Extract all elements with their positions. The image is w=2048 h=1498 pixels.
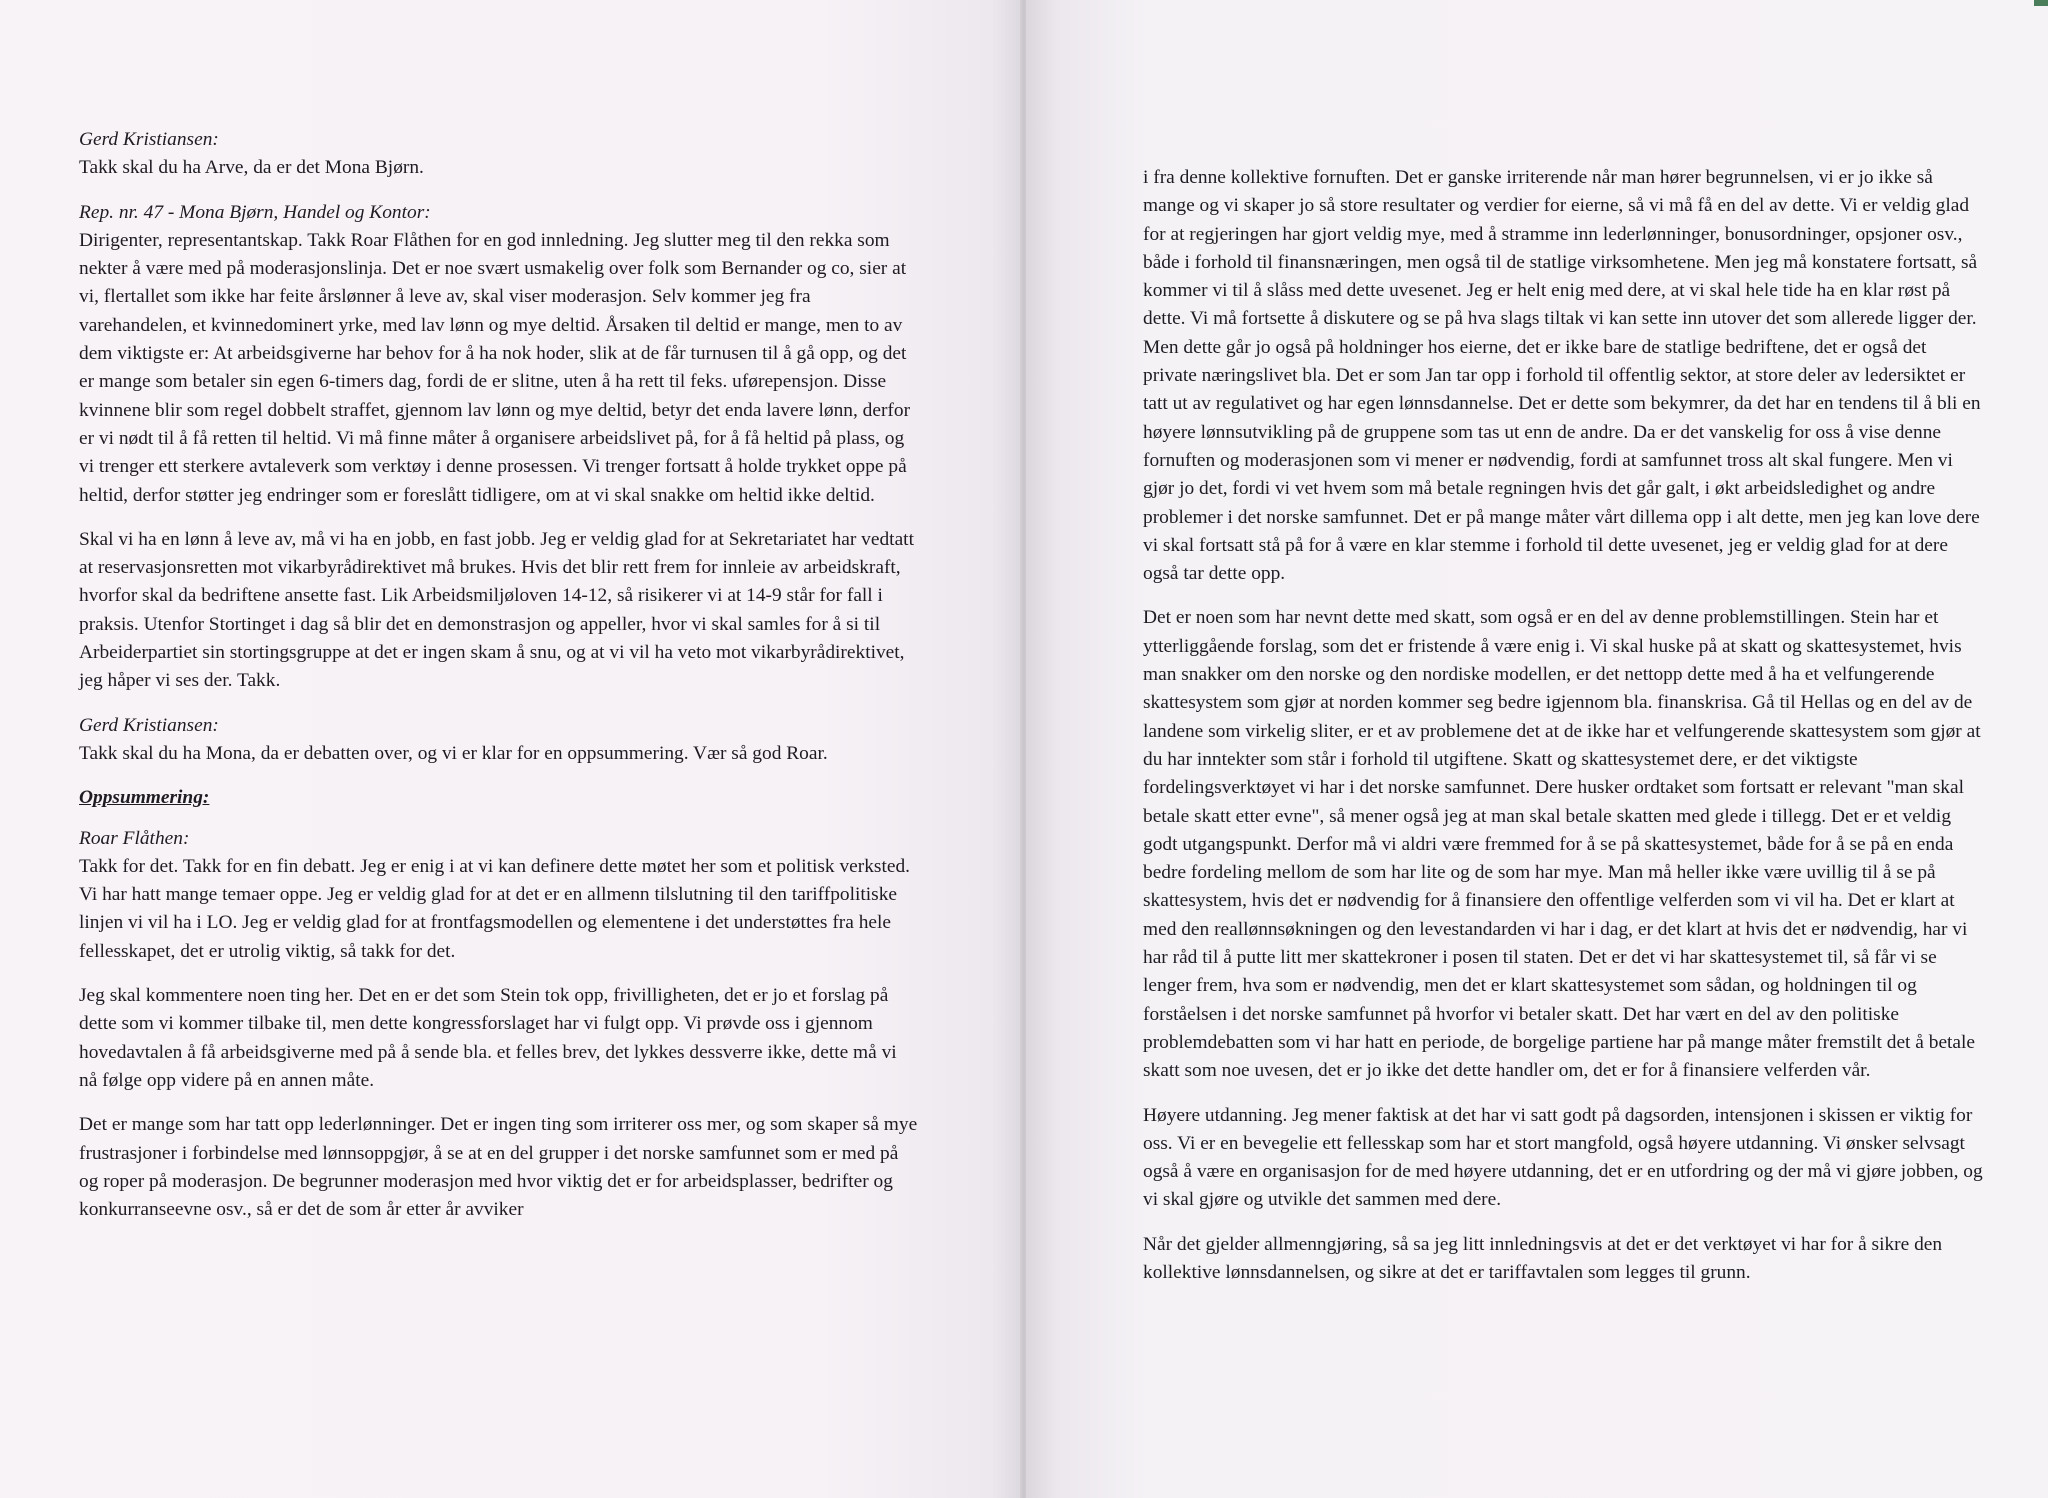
speech-block [79,126,919,183]
paragraph [79,982,919,1095]
speaker-name: Roar Flåthen: [79,827,190,849]
speech-text: Dirigenter, representantskap. Takk Roar Flåthen for en god innledning. Jeg slutter meg til den rekka som nekter å være med på moderasjonslinja. Det er noe svært usmakelig over folk som Bernander og co, sier at vi, flertallet som ikke har feite årslønner å leve av, skal viser moderasjon. Selv kommer jeg fra varehandelen, et kvinnedominert yrke, med lav lønn og mye deltid. Årsaken til deltid er mange, men to av dem viktigste er: At arbeidsgiverne har behov for å ha nok hoder, slik at de får turnusen til å gå opp, og det er mange som betaler sin egen 6-timers dag, fordi de er slitne, uten å ha rett til feks. uførepensjon. Disse kvinnene blir som regel dobbelt straffet, gjennom lav lønn og mye deltid, betyr det enda lavere lønn, derfor er vi nødt til å få retten til heltid. Vi må finne måter å organisere arbeidslivet på, for å få heltid på plass, og vi trenger ett sterkere avtaleverk som verktøy i denne prosessen. Vi trenger fortsatt å holde trykket oppe på heltid, derfor støtter jeg endringer som er foreslått tidligere, om at vi skal snakke om heltid ikke deltid. [79,229,911,506]
left-page-text [79,126,919,1240]
summary-section [79,784,919,966]
paragraph-text: Det er noen som har nevnt dette med skatt, som også er en del av denne problemstillingen. Stein har et ytterliggående forslag, som det er fristende å være enig i. Vi skal huske på at skatt og skattesystemet, hvis man snakker om den norske og den nordiske modellen, er det nettopp dette med å ha et velfungerende skattesystem som gjør at norden kommer seg bedre igjennom bla. finanskrisa. Gå til Hellas og en del av de landene som virkelig sliter, er et av problemene det at de ikke har et velfungerende skattesystem som gjør at du har inntekter som står i forhold til utgiftene. Skatt og skattesystemet dere, er det viktigste fordelingsverktøyet vi har i det norske samfunnet. Dere husker ordtaket som fortsatt er relevant "man skal betale skatt etter evne", så mener også jeg at man skal betale skatten med glede i tillegg. Det er et veldig godt utgangspunkt. Derfor må vi aldri være fremmed for å se på skattesystemet, både for å se på en enda bedre fordeling mellom de som har lite og de som har mye. Man må heller ikke være uvillig til å se på skattesystem, hvis det er nødvendig for å finansiere den offentlige velferden som vi vil ha. Det er klart at med den reallønnsøkningen og den levestandarden vi har i dag, er det klart at hvis det er nødvendig, har vi har råd til å putte litt mer skattekroner i posen til staten. Det er det vi har skattesystemet til, så får vi se lenger frem, hva som er nødvendig, men det er klart skattesystemet som sådan, og holdningen til og forståelsen i det norske samfunnet på hvorfor vi betaler skatt. Det har vært en del av den politiske problemdebatten som vi har hatt en periode, de borgelige partiene har på mange måter fremstilt det å betale skatt som noe uvesen, det er jo ikke det dette handler om, det er for å finansiere velferden vår. [1143,607,1981,1082]
paragraph-text: Skal vi ha en lønn å leve av, må vi ha en jobb, en fast jobb. Jeg er veldig glad for at Sekretariatet har vedtatt at reservasjonsretten mot vikarbyrådirektivet må brukes. Hvis det blir rett frem for innleie av arbeidskraft, hvorfor skal da bedriftene ansette fast. Lik Arbeidsmiljøloven 14-12, så risikerer vi at 14-9 står for fall i praksis. Utenfor Stortinget i dag så blir det en demonstrasjon og appeller, hvor vi skal samles for å si til Arbeiderpartiet sin stortingsgruppe at det er ingen skam å snu, og at vi vil ha veto mot vikarbyrådirektivet, jeg håper vi ses der. Takk. [79,528,914,692]
speech-text: Takk skal du ha Arve, da er det Mona Bjørn. [79,157,424,179]
paragraph [1143,604,1985,1085]
paragraph-text: Når det gjelder allmenngjøring, så sa jeg litt innledningsvis at det er det verktøyet vi har for å sikre den kollektive lønnsdannelsen, og sikre at det er tariffavtalen som legges til grunn. [1143,1233,1943,1283]
section-heading: Oppsummering: [79,787,210,809]
paragraph [79,1111,919,1224]
paragraph-text: Jeg skal kommentere noen ting her. Det en er det som Stein tok opp, frivilligheten, det er jo et forslag på dette som vi kommer tilbake til, men dette kongressforslaget har vi fulgt opp. Vi prøvde oss i gjennom hovedavtalen å få arbeidsgiverne med på å sende bla. et felles brev, det lykkes dessverre ikke, dette må vi nå følge opp videre på en annen måte. [79,985,897,1091]
paragraph [1143,1102,1985,1215]
paragraph [1143,164,1985,588]
speech-text: Takk skal du ha Mona, da er debatten over, og vi er klar for en oppsummering. Vær så god Roar. [79,742,828,764]
speaker-name: Rep. nr. 47 - Mona Bjørn, Handel og Kontor: [79,201,431,223]
left-page [0,0,1022,1498]
paragraph-text: Høyere utdanning. Jeg mener faktisk at det har vi satt godt på dagsorden, intensjonen i skissen er viktig for oss. Vi er en bevegelie ett fellesskap som har et stort mangfold, også høyere utdanning. Vi ønsker selvsagt også å være en organisasjon for de med høyere utdanning, det er en utfordring og der må vi gjøre jobben, og vi skal gjøre og utvikle det sammen med dere. [1143,1104,1983,1211]
paragraph-text: i fra denne kollektive fornuften. Det er ganske irriterende når man hører begrunnelsen, vi er jo ikke så mange og vi skaper jo så store resultater og verdier for eierne, så vi må få en del av dette. Vi er veldig glad for at regjeringen har gjort veldig mye, med å stramme inn lederlønninger, bonusordninger, opsjoner osv., både i forhold til finansnæringen, men også til de statlige virksomhetene. Men jeg må konstatere fortsatt, så kommer vi til å slåss med dette uvesenet. Jeg er helt enig med dere, at vi skal hele tide ha en klar røst på dette. Vi må fortsette å diskutere og se på hva slags tiltak vi kan sette inn utover det som allerede ligger der. Men dette går jo også på holdninger hos eierne, det er ikke bare de statlige bedriftene, det er også det private næringslivet bla. Det er som Jan tar opp i forhold til offentlig sektor, at store deler av ledersiktet er tatt ut av regulativet og har egen lønnsdannelse. Det er dette som bekymrer, da det har en tendens til å bli en høyere lønnsutvikling på de gruppene som tas ut enn de andre. Da er det vanskelig for oss å vise denne fornuften og moderasjonen som vi mener er nødvendig, fordi at samfunnet tross alt skal fungere. Men vi gjør jo det, fordi vi vet hvem som må betale regningen hvis det går galt, i økt arbeidsledighet og andre problemer i det norske samfunnet. Det er på mange måter vårt dillema opp i alt dette, men jeg kan love dere vi skal fortsatt stå på for å være en klar stemme i forhold til dette uvesenet, jeg er veldig glad for at dere også tar dette opp. [1143,167,1981,585]
right-page-text [1143,164,1985,1303]
corner-mark [2034,0,2048,6]
speaker-name: Gerd Kristiansen: [79,129,219,150]
paragraph [1143,1231,1985,1288]
speaker-name: Gerd Kristiansen: [79,714,219,736]
paragraph-text: Det er mange som har tatt opp lederlønninger. Det er ingen ting som irriterer oss mer, og som skaper så mye frustrasjoner i forbindelse med lønnsoppgjør, å se at en del grupper i det norske samfunnet som er med på og roper på moderasjon. De begrunner moderasjon med hvor viktig det er for arbeidsplasser, bedrifter og konkurranseevne osv., så er det de som år etter år avviker [79,1114,918,1221]
paragraph [79,526,919,696]
speech-text: Takk for det. Takk for en fin debatt. Jeg er enig i at vi kan definere dette møtet her som et politisk verksted. Vi har hatt mange temaer oppe. Jeg er veldig glad for at det er en allmenn tilslutning til den tariffpolitiske linjen vi vil ha i LO. Jeg er veldig glad for at frontfagsmodellen og elementene i det understøttes fra hele fellesskapet, det er utrolig viktig, så takk for det. [79,855,911,962]
speech-block [79,199,919,510]
speech-block [79,712,919,769]
